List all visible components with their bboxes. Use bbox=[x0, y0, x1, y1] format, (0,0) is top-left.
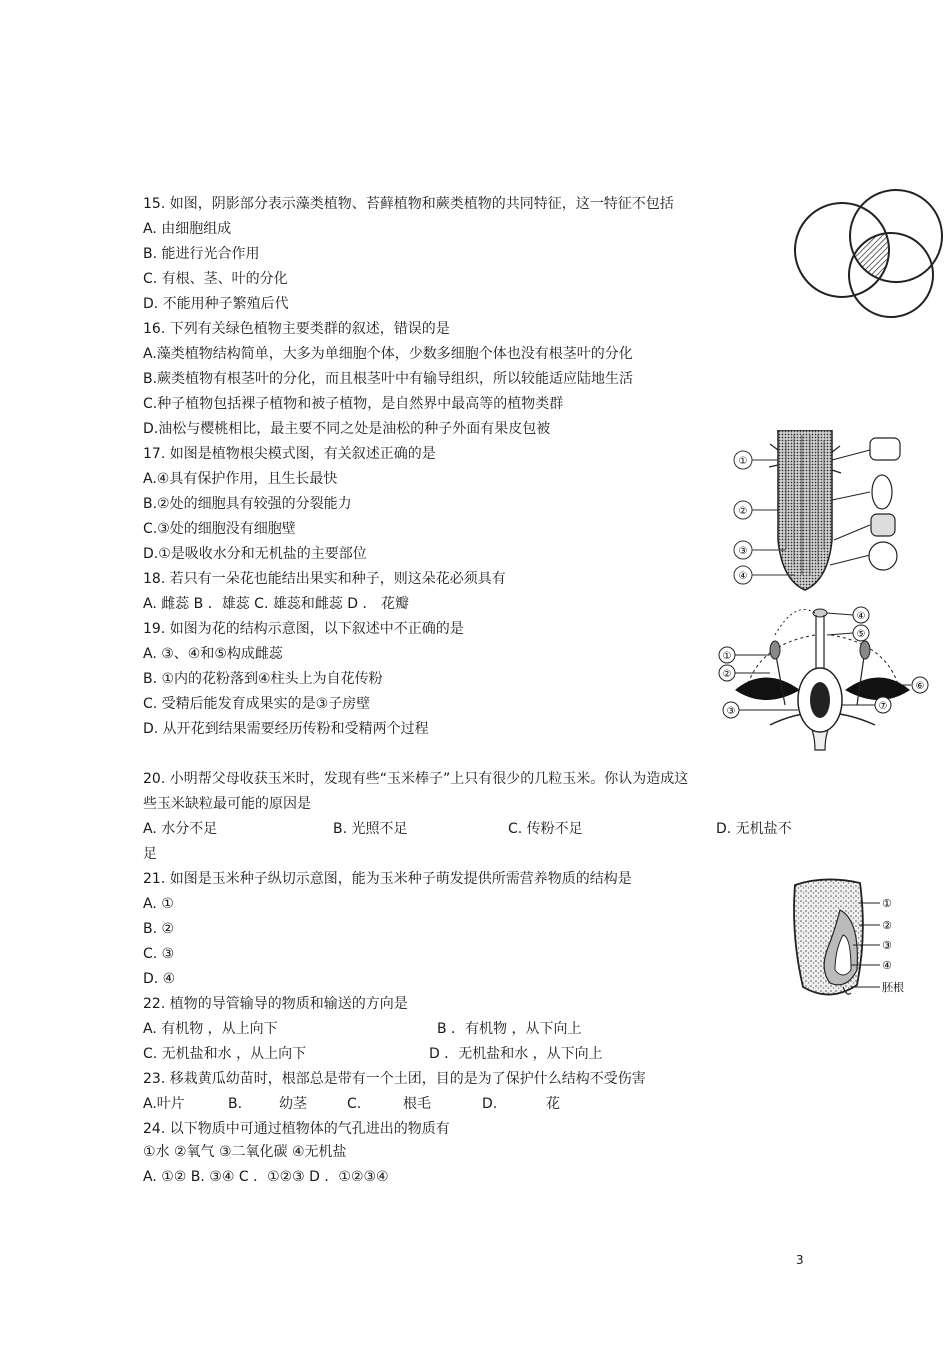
q20-option-d: D. 无机盐不 bbox=[716, 821, 792, 837]
q16-option-a: A.藻类植物结构简单，大多为单细胞个体，少数多细胞个体也没有根茎叶的分化 bbox=[143, 346, 633, 362]
question-23-stem: 23. 移栽黄瓜幼苗时，根部总是带有一个土团，目的是为了保护什么结构不受伤害 bbox=[143, 1071, 646, 1087]
seed-label-1: ① bbox=[882, 897, 892, 910]
q16-option-c: C.种子植物包括裸子植物和被子植物，是自然界中最高等的植物类群 bbox=[143, 396, 564, 412]
venn-circle-top bbox=[850, 190, 942, 282]
question-17-stem: 17. 如图是植物根尖模式图，有关叙述正确的是 bbox=[143, 446, 436, 462]
q16-option-d: D.油松与樱桃相比，最主要不同之处是油松的种子外面有果皮包被 bbox=[143, 421, 551, 437]
q17-option-b: B.②处的细胞具有较强的分裂能力 bbox=[143, 496, 352, 512]
q20-option-c: C. 传粉不足 bbox=[508, 821, 583, 837]
question-20-stem-cont: 些玉米缺粒最可能的原因是 bbox=[143, 796, 311, 812]
style bbox=[816, 615, 824, 670]
anther-left bbox=[770, 641, 780, 659]
q23-option-d-text: 花 bbox=[546, 1096, 560, 1112]
flower-label-2: ② bbox=[722, 669, 732, 680]
question-22-stem: 22. 植物的导管输导的物质和输送的方向是 bbox=[143, 996, 408, 1012]
question-20-stem: 20. 小明帮父母收获玉米时，发现有些“玉米棒子”上只有很少的几粒玉米。你认为造成这 bbox=[143, 771, 689, 787]
seed-label-4: ④ bbox=[882, 959, 892, 972]
flower-label-3: ③ bbox=[726, 706, 736, 717]
q23-option-b-letter: B. bbox=[228, 1096, 243, 1112]
page-number: 3 bbox=[796, 1253, 804, 1267]
q19-option-b: B. ①内的花粉落到④柱头上为自花传粉 bbox=[143, 671, 383, 687]
petal-right bbox=[845, 678, 910, 701]
question-18-stem: 18. 若只有一朵花也能结出果实和种子，则这朵花必须具有 bbox=[143, 571, 506, 587]
q21-option-a: A. ① bbox=[143, 896, 174, 912]
flower-label-4: ④ bbox=[856, 611, 866, 622]
flower-label-5: ⑤ bbox=[856, 629, 866, 640]
q22-option-b: B ．有机物 ，从下向上 bbox=[437, 1021, 582, 1037]
q18-options: A. 雌蕊 B ．雄蕊 C. 雄蕊和雌蕊 D ． 花瓣 bbox=[143, 596, 409, 612]
seed-label-radicle: 胚根 bbox=[882, 981, 904, 994]
q23-option-c-letter: C. bbox=[347, 1096, 362, 1112]
seed-label-3: ③ bbox=[882, 939, 892, 952]
q23-option-b-text: 幼茎 bbox=[279, 1096, 307, 1112]
ovule bbox=[810, 682, 830, 718]
q24-options: A. ①② B. ③④ C ．①②③ D ．①②③④ bbox=[143, 1169, 389, 1185]
q15-option-b: B. 能进行光合作用 bbox=[143, 246, 260, 262]
root-tip-figure bbox=[730, 430, 920, 595]
q20-option-d-cont: 足 bbox=[143, 846, 157, 862]
flower-label-1: ① bbox=[722, 651, 732, 662]
petal-left bbox=[735, 678, 800, 701]
root-label-4: ④ bbox=[738, 571, 748, 582]
flower-label-6: ⑥ bbox=[915, 681, 925, 692]
anther-right bbox=[860, 641, 870, 659]
q21-option-d: D. ④ bbox=[143, 971, 176, 987]
root-hair-cell bbox=[870, 438, 900, 460]
q17-option-d: D.①是吸收水分和无机盐的主要部位 bbox=[143, 546, 367, 562]
elongation-cell bbox=[872, 475, 892, 509]
meristem-cell bbox=[871, 514, 895, 536]
root-label-3: ③ bbox=[738, 546, 748, 557]
q23-option-d-letter: D. bbox=[482, 1096, 498, 1112]
q22-option-a: A. 有机物 ，从上向下 bbox=[143, 1021, 278, 1037]
stigma bbox=[813, 609, 827, 617]
q19-option-c: C. 受精后能发育成果实的是③子房壁 bbox=[143, 696, 371, 712]
venn-diagram-figure bbox=[788, 188, 948, 323]
seed-label-2: ② bbox=[882, 919, 892, 932]
q23-option-c-text: 根毛 bbox=[403, 1096, 431, 1112]
q19-option-a: A. ③、④和⑤构成雌蕊 bbox=[143, 646, 283, 662]
question-24-stem: 24. 以下物质中可通过植物体的气孔进出的物质有 bbox=[143, 1121, 450, 1137]
q21-option-b: B. ② bbox=[143, 921, 175, 937]
q17-option-a: A.④具有保护作用，且生长最快 bbox=[143, 471, 338, 487]
corn-seed-figure bbox=[785, 875, 925, 1003]
question-21-stem: 21. 如图是玉米种子纵切示意图，能为玉米种子萌发提供所需营养物质的结构是 bbox=[143, 871, 632, 887]
q20-option-a: A. 水分不足 bbox=[143, 821, 218, 837]
q17-option-c: C.③处的细胞没有细胞壁 bbox=[143, 521, 296, 537]
q20-option-b: B. 光照不足 bbox=[333, 821, 408, 837]
question-16-stem: 16. 下列有关绿色植物主要类群的叙述，错误的是 bbox=[143, 321, 450, 337]
q23-option-a: A.叶片 bbox=[143, 1096, 185, 1112]
q15-option-a: A. 由细胞组成 bbox=[143, 221, 232, 237]
q21-option-c: C. ③ bbox=[143, 946, 175, 962]
question-19-stem: 19. 如图为花的结构示意图，以下叙述中不正确的是 bbox=[143, 621, 464, 637]
q22-option-c: C. 无机盐和水 ，从上向下 bbox=[143, 1046, 307, 1062]
root-cap-cell bbox=[869, 542, 897, 570]
root-label-1: ① bbox=[738, 456, 748, 467]
q19-option-d: D. 从开花到结果需要经历传粉和受精两个过程 bbox=[143, 721, 429, 737]
root-label-2: ② bbox=[738, 506, 748, 517]
q15-option-c: C. 有根、茎、叶的分化 bbox=[143, 271, 288, 287]
q24-items: ①水 ②氧气 ③二氧化碳 ④无机盐 bbox=[143, 1144, 347, 1160]
flower-label-7: ⑦ bbox=[878, 701, 888, 712]
q22-option-d: D ．无机盐和水 ，从下向上 bbox=[429, 1046, 603, 1062]
flower-structure-figure bbox=[715, 605, 935, 753]
question-15-stem: 15. 如图，阴影部分表示藻类植物、苔藓植物和蕨类植物的共同特征，这一特征不包括 bbox=[143, 196, 674, 212]
q16-option-b: B.蕨类植物有根茎叶的分化，而且根茎叶中有输导组织，所以较能适应陆地生活 bbox=[143, 371, 634, 387]
q15-option-d: D. 不能用种子繁殖后代 bbox=[143, 296, 289, 312]
